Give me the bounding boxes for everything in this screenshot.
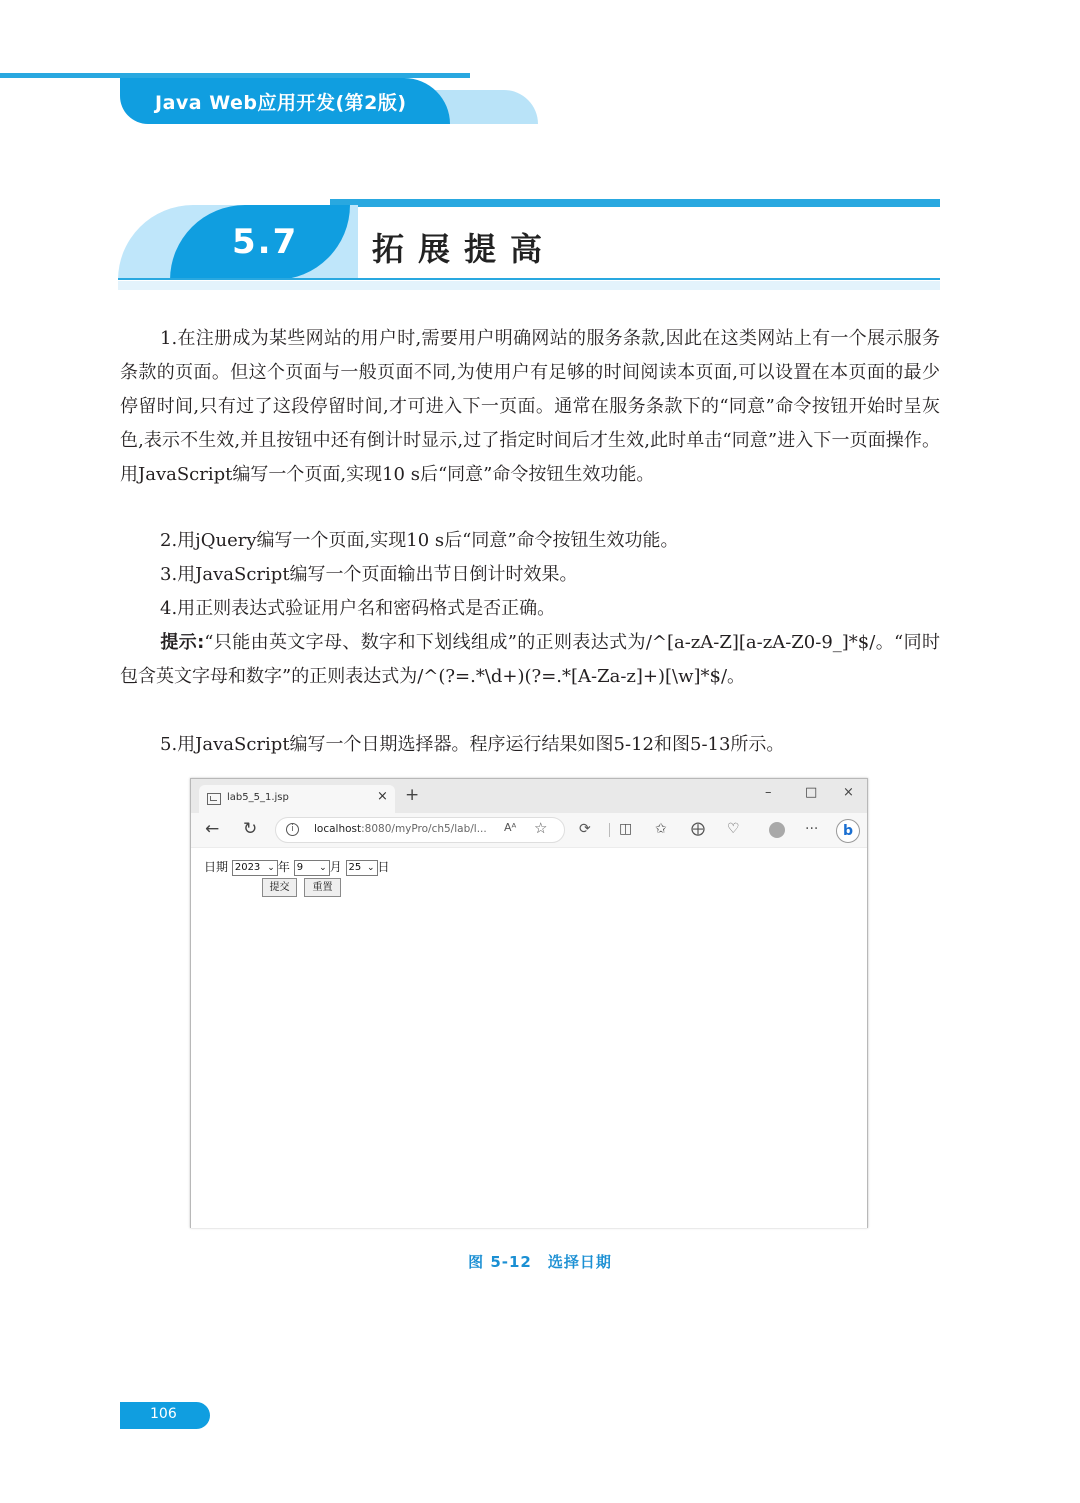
paragraph-1: 1.在注册成为某些网站的用户时,需要用户明确网站的服务条款,因此在这类网站上有一个展示服务条款的页面。但这个页面与一般页面不同,为使用户有足够的时间阅读本页面,可以设置在本页面的最少停留时间,只有过了这段停留时间,才可进入下一页面。通常在服务条款下的“同意”命令按钮开始时呈灰色,表示不生效,并且按钮中还有倒计时显示,过了指定时间后才生效,此时单击“同意”进入下一页面操作。用JavaScript编写一个页面,实现10 s后“同意”命令按钮生效功能。 xyxy=(120,328,940,485)
extensions-icon[interactable]: ⟳ xyxy=(579,821,591,837)
maximize-icon[interactable]: □ xyxy=(805,785,818,800)
browser-tab[interactable] xyxy=(199,785,395,813)
page-viewport xyxy=(191,847,867,1228)
book-title: Java Web应用开发(第2版) xyxy=(155,92,407,114)
new-tab-icon[interactable]: + xyxy=(405,785,420,805)
back-arrow-icon[interactable]: ← xyxy=(205,819,220,839)
close-window-icon[interactable]: × xyxy=(843,785,854,800)
hint-text: “只能由英文字母、数字和下划线组成”的正则表达式为/^[a-zA-Z][a-zA-Z0-9_]*$/。“同时包含英文字母和数字”的正则表达式为/^(?=.*\d+)(?=.*[A-Za-z]+)[\w]*$/。 xyxy=(120,632,940,687)
month-select[interactable]: 9 ⌄ xyxy=(294,860,330,876)
tab-bar xyxy=(191,779,867,813)
date-label: 日期 xyxy=(204,860,229,874)
favorite-star-icon[interactable]: ☆ xyxy=(534,819,548,837)
browser-toolbar xyxy=(191,813,867,847)
paragraph-2: 2.用jQuery编写一个页面,实现10 s后“同意”命令按钮生效功能。 xyxy=(160,530,679,551)
toolbar-divider xyxy=(609,823,610,837)
section-top-line xyxy=(330,199,940,207)
browser-window xyxy=(190,778,868,1228)
collections-icon[interactable]: ⨁ xyxy=(691,821,705,837)
page-icon xyxy=(207,793,221,805)
favorites-icon[interactable]: ✩ xyxy=(655,821,667,837)
section-title: 拓展提高 xyxy=(372,230,557,268)
year-unit: 年 xyxy=(277,860,290,874)
chevron-down-icon: ⌄ xyxy=(366,862,375,873)
browser-essentials-icon[interactable]: ♡ xyxy=(727,821,740,837)
url-text: localhost:8080/myPro/ch5/lab/l... xyxy=(314,823,487,835)
profile-avatar-icon[interactable] xyxy=(769,822,785,838)
section-bottom-line xyxy=(118,278,940,280)
chevron-down-icon: ⌄ xyxy=(267,862,275,873)
chevron-down-icon: ⌄ xyxy=(319,862,327,873)
more-icon[interactable]: ··· xyxy=(805,821,819,837)
month-unit: 月 xyxy=(329,860,342,874)
tab-title: lab5_5_1.jsp xyxy=(227,792,289,803)
day-unit: 日 xyxy=(377,860,390,874)
tab-close-icon[interactable]: × xyxy=(377,789,388,804)
paragraph-3: 3.用JavaScript编写一个页面输出节日倒计时效果。 xyxy=(160,564,578,585)
paragraph-5: 5.用JavaScript编写一个日期选择器。程序运行结果如图5-12和图5-13所示。 xyxy=(160,734,785,755)
hint-paragraph xyxy=(120,626,940,694)
submit-button[interactable]: 提交 xyxy=(262,878,297,897)
address-bar[interactable] xyxy=(275,817,565,843)
section-number: 5.7 xyxy=(232,222,299,262)
year-select[interactable]: 2023 ⌄ xyxy=(232,860,278,876)
reset-button[interactable]: 重置 xyxy=(304,878,341,897)
bing-icon[interactable]: b xyxy=(836,819,860,843)
refresh-icon[interactable]: ↻ xyxy=(243,819,258,839)
split-screen-icon[interactable]: ◫ xyxy=(619,821,633,837)
day-select[interactable]: 25 ⌄ xyxy=(346,860,378,876)
info-icon[interactable]: i xyxy=(286,823,299,836)
hint-label: 提示: xyxy=(160,632,205,653)
date-picker-row xyxy=(204,858,390,876)
minimize-icon[interactable]: – xyxy=(765,785,772,800)
figure-caption: 图 5-12 选择日期 xyxy=(468,1253,612,1271)
page-number: 106 xyxy=(150,1406,177,1422)
read-aloud-icon[interactable]: Aᴬ xyxy=(504,821,517,834)
section-bottom-strip xyxy=(118,281,940,290)
paragraph-4: 4.用正则表达式验证用户名和密码格式是否正确。 xyxy=(160,598,556,619)
